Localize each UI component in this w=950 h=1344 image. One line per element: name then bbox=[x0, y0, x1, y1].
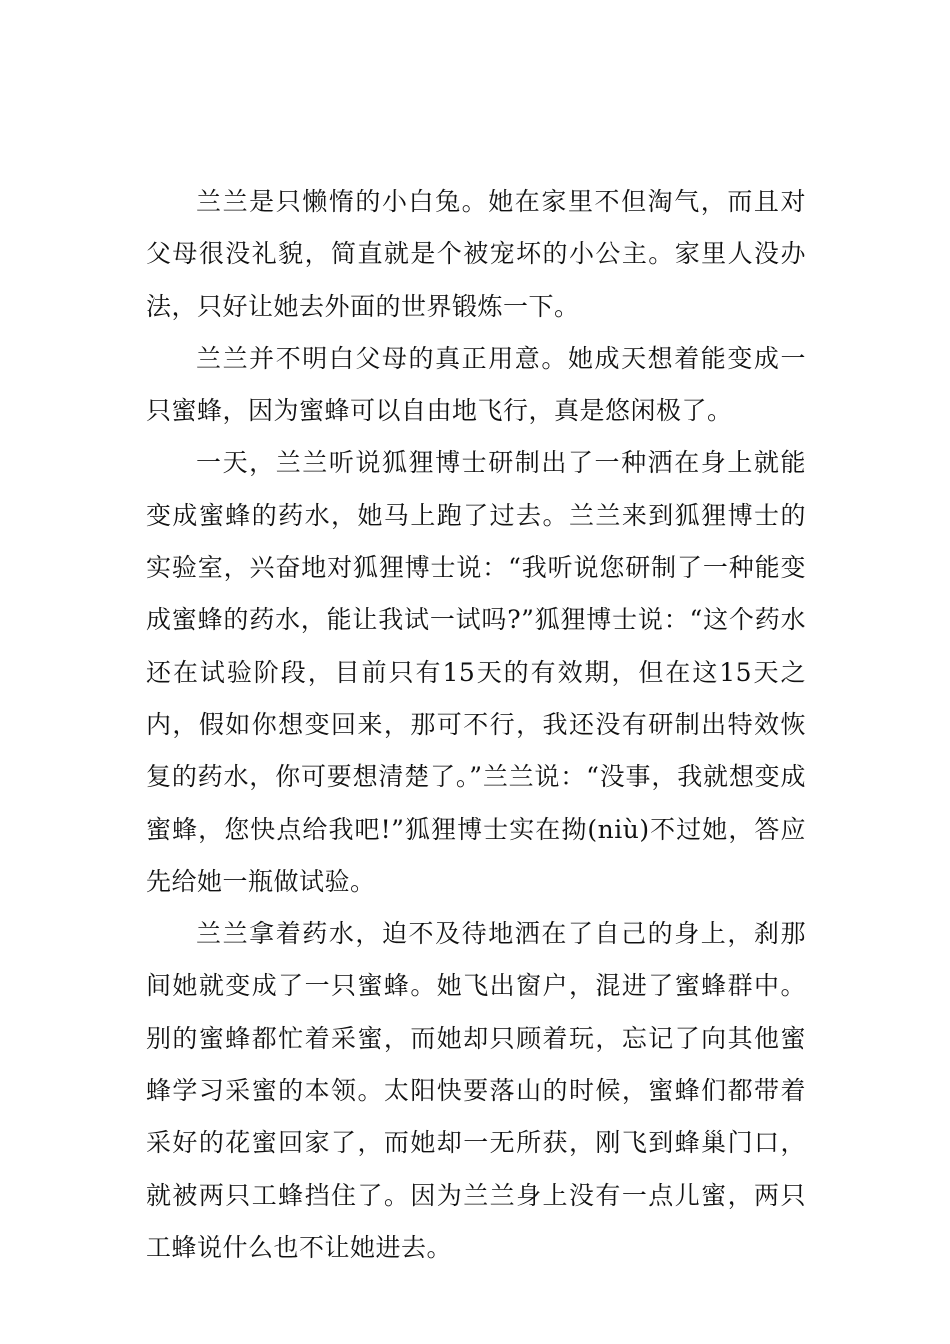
story-text bbox=[146, 176, 806, 1274]
paragraph-4: 兰兰拿着药水，迫不及待地洒在了自己的身上，刹那间她就变成了一只蜜蜂。她飞出窗户，混进了蜜蜂群中。别的蜜蜂都忙着采蜜，而她却只顾着玩，忘记了向其他蜜蜂学习采蜜的本领。太阳快要落山的时候，蜜蜂们都带着采好的花蜜回家了，而她却一无所获，刚飞到蜂巢门口，就被两只工蜂挡住了。因为兰兰身上没有一点儿蜜，两只工蜂说什么也不让她进去。 bbox=[146, 919, 806, 1262]
paragraph-3: 一天，兰兰听说狐狸博士研制出了一种洒在身上就能变成蜜蜂的药水，她马上跑了过去。兰兰来到狐狸博士的实验室，兴奋地对狐狸博士说：“我听说您研制了一种能变成蜜蜂的药水，能让我试一试吗?”狐狸博士说：“这个药水还在试验阶段，目前只有15天的有效期，但在这15天之内，假如你想变回来，那可不行，我还没有研制出特效恢复的药水，你可要想清楚了。”兰兰说：“没事，我就想变成蜜蜂，您快点给我吧!”狐狸博士实在拗(niù)不过她，答应先给她一瓶做试验。 bbox=[146, 448, 806, 896]
paragraph-1: 兰兰是只懒惰的小白兔。她在家里不但淘气，而且对父母很没礼貌，简直就是个被宠坏的小公主。家里人没办法，只好让她去外面的世界锻炼一下。 bbox=[146, 187, 806, 321]
paragraph-2: 兰兰并不明白父母的真正用意。她成天想着能变成一只蜜蜂，因为蜜蜂可以自由地飞行，真是悠闲极了。 bbox=[146, 343, 806, 426]
